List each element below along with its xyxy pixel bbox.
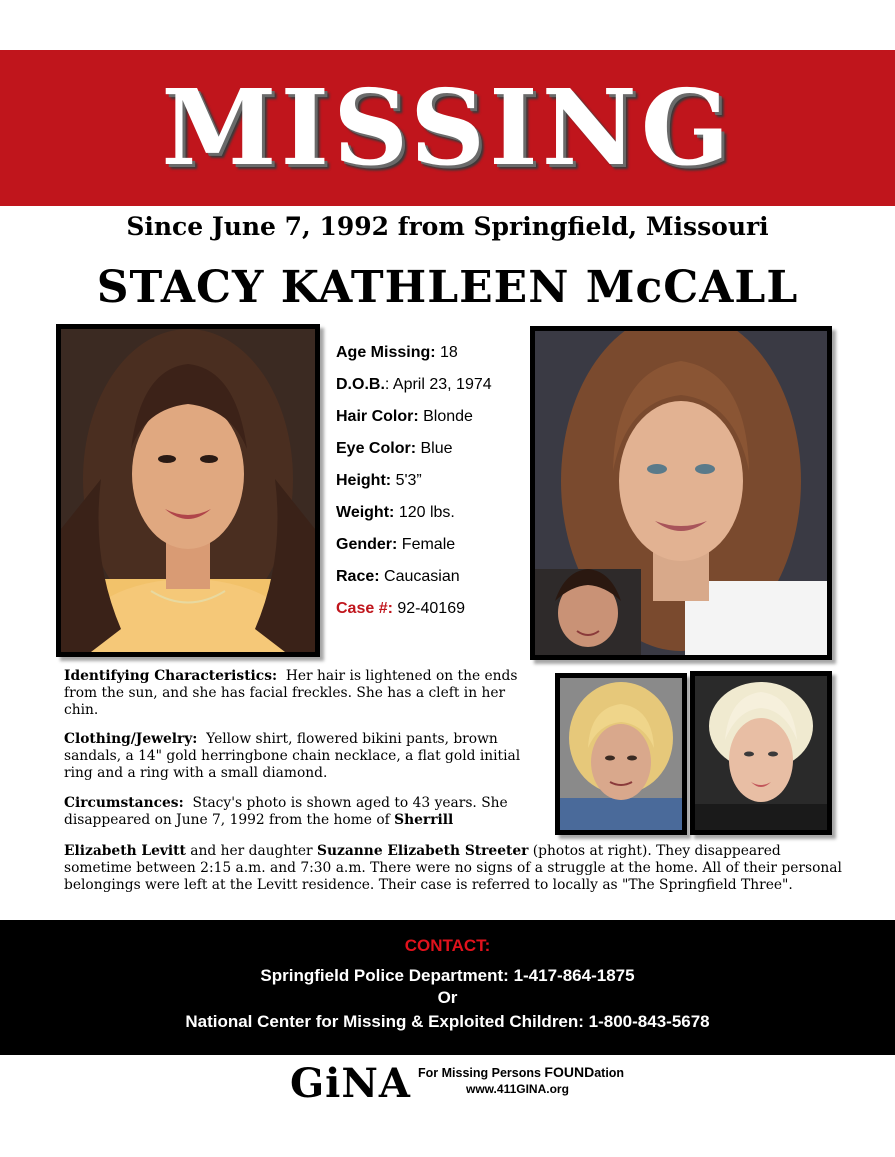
connector-text: and her daughter	[190, 843, 313, 859]
fact-eye-color	[336, 440, 526, 472]
person2-name: Suzanne Elizabeth Streeter	[317, 843, 529, 859]
fact-gender	[336, 536, 526, 568]
gina-tagline	[418, 1064, 624, 1080]
identifying-characteristics	[64, 668, 530, 719]
facts-list	[336, 344, 526, 632]
fact-weight	[336, 504, 526, 536]
fact-value: 18	[440, 344, 458, 361]
clothing-jewelry	[64, 731, 530, 782]
contact-police: Springfield Police Department: 1-417-864-1875	[260, 966, 635, 985]
missing-person-name: STACY KATHLEEN McCALL	[96, 262, 799, 313]
tagline-prefix: For Missing Persons	[418, 1066, 545, 1080]
circumstances-continued	[64, 843, 844, 894]
circumstances	[64, 795, 544, 829]
fact-label: Hair Color:	[336, 408, 419, 425]
fact-label: D.O.B.	[336, 376, 385, 393]
fact-value: : April 23, 1974	[384, 376, 492, 393]
tagline-emph: FOUND	[544, 1064, 595, 1080]
fact-label: Age Missing:	[336, 344, 436, 361]
fact-value: Female	[401, 536, 456, 553]
gina-logo: GiNA	[290, 1060, 411, 1107]
age-progressed-photo	[530, 326, 832, 660]
fact-label: Weight:	[336, 504, 395, 521]
fact-value: Caucasian	[384, 568, 460, 585]
clothing-text: Yellow shirt, flowered bikini pants, brown sandals, a 14" gold herringbone chain necklace, a flat gold initial ring and a ring with a small diamond.	[64, 731, 521, 781]
fact-height	[336, 472, 526, 504]
fact-label: Case #:	[336, 600, 393, 617]
fact-dob	[336, 376, 526, 408]
circumstances-label: Circumstances:	[64, 795, 184, 811]
circumstances-text: Stacy's photo is shown aged to 43 years. She disappeared on June 7, 1992 from the home of	[64, 795, 508, 828]
missing-banner	[0, 50, 895, 206]
fact-race	[336, 568, 526, 600]
contact-or: Or	[437, 988, 458, 1007]
victim-photo	[56, 324, 320, 657]
fact-value: 5'3”	[395, 472, 422, 489]
contact-ncmec: National Center for Missing & Exploited Children: 1-800-843-5678	[185, 1012, 710, 1031]
continuation-text: (photos at right). They disappeared sometime between 2:15 a.m. and 7:30 a.m. There were no signs of a struggle at the home. All of their personal belongings were left at the Levitt residence. Their case is referred to locally as "The Springfield Three".	[64, 843, 842, 893]
fact-label: Race:	[336, 568, 380, 585]
streeter-photo	[690, 671, 832, 835]
fact-value: 120 lbs.	[398, 504, 455, 521]
fact-value: Blue	[420, 440, 453, 457]
tagline-suffix: ation	[594, 1066, 625, 1080]
fact-age-missing	[336, 344, 526, 376]
fact-case-number	[336, 600, 526, 632]
fact-hair-color	[336, 408, 526, 440]
fact-label: Gender:	[336, 536, 398, 553]
identifying-label: Identifying Characteristics:	[64, 668, 278, 684]
fact-value: 92-40169	[397, 600, 465, 617]
fact-label: Eye Color:	[336, 440, 417, 457]
contact-title: CONTACT:	[404, 936, 491, 955]
person1-rest-name: Elizabeth Levitt	[64, 843, 186, 859]
person1-first-name: Sherrill	[394, 812, 454, 828]
levitt-photo	[555, 673, 687, 835]
gina-url[interactable]: www.411GINA.org	[466, 1082, 569, 1096]
contact-section	[0, 920, 895, 1055]
clothing-label: Clothing/Jewelry:	[64, 731, 198, 747]
identifying-text: Her hair is lightened on the ends from the sun, and she has facial freckles. She has a cleft in her chin.	[64, 668, 518, 718]
gina-footer	[290, 1058, 650, 1107]
missing-since-line: Since June 7, 1992 from Springfield, Missouri	[126, 212, 769, 241]
banner-title: MISSING	[161, 66, 734, 189]
fact-label: Height:	[336, 472, 392, 489]
fact-value: Blonde	[423, 408, 473, 425]
